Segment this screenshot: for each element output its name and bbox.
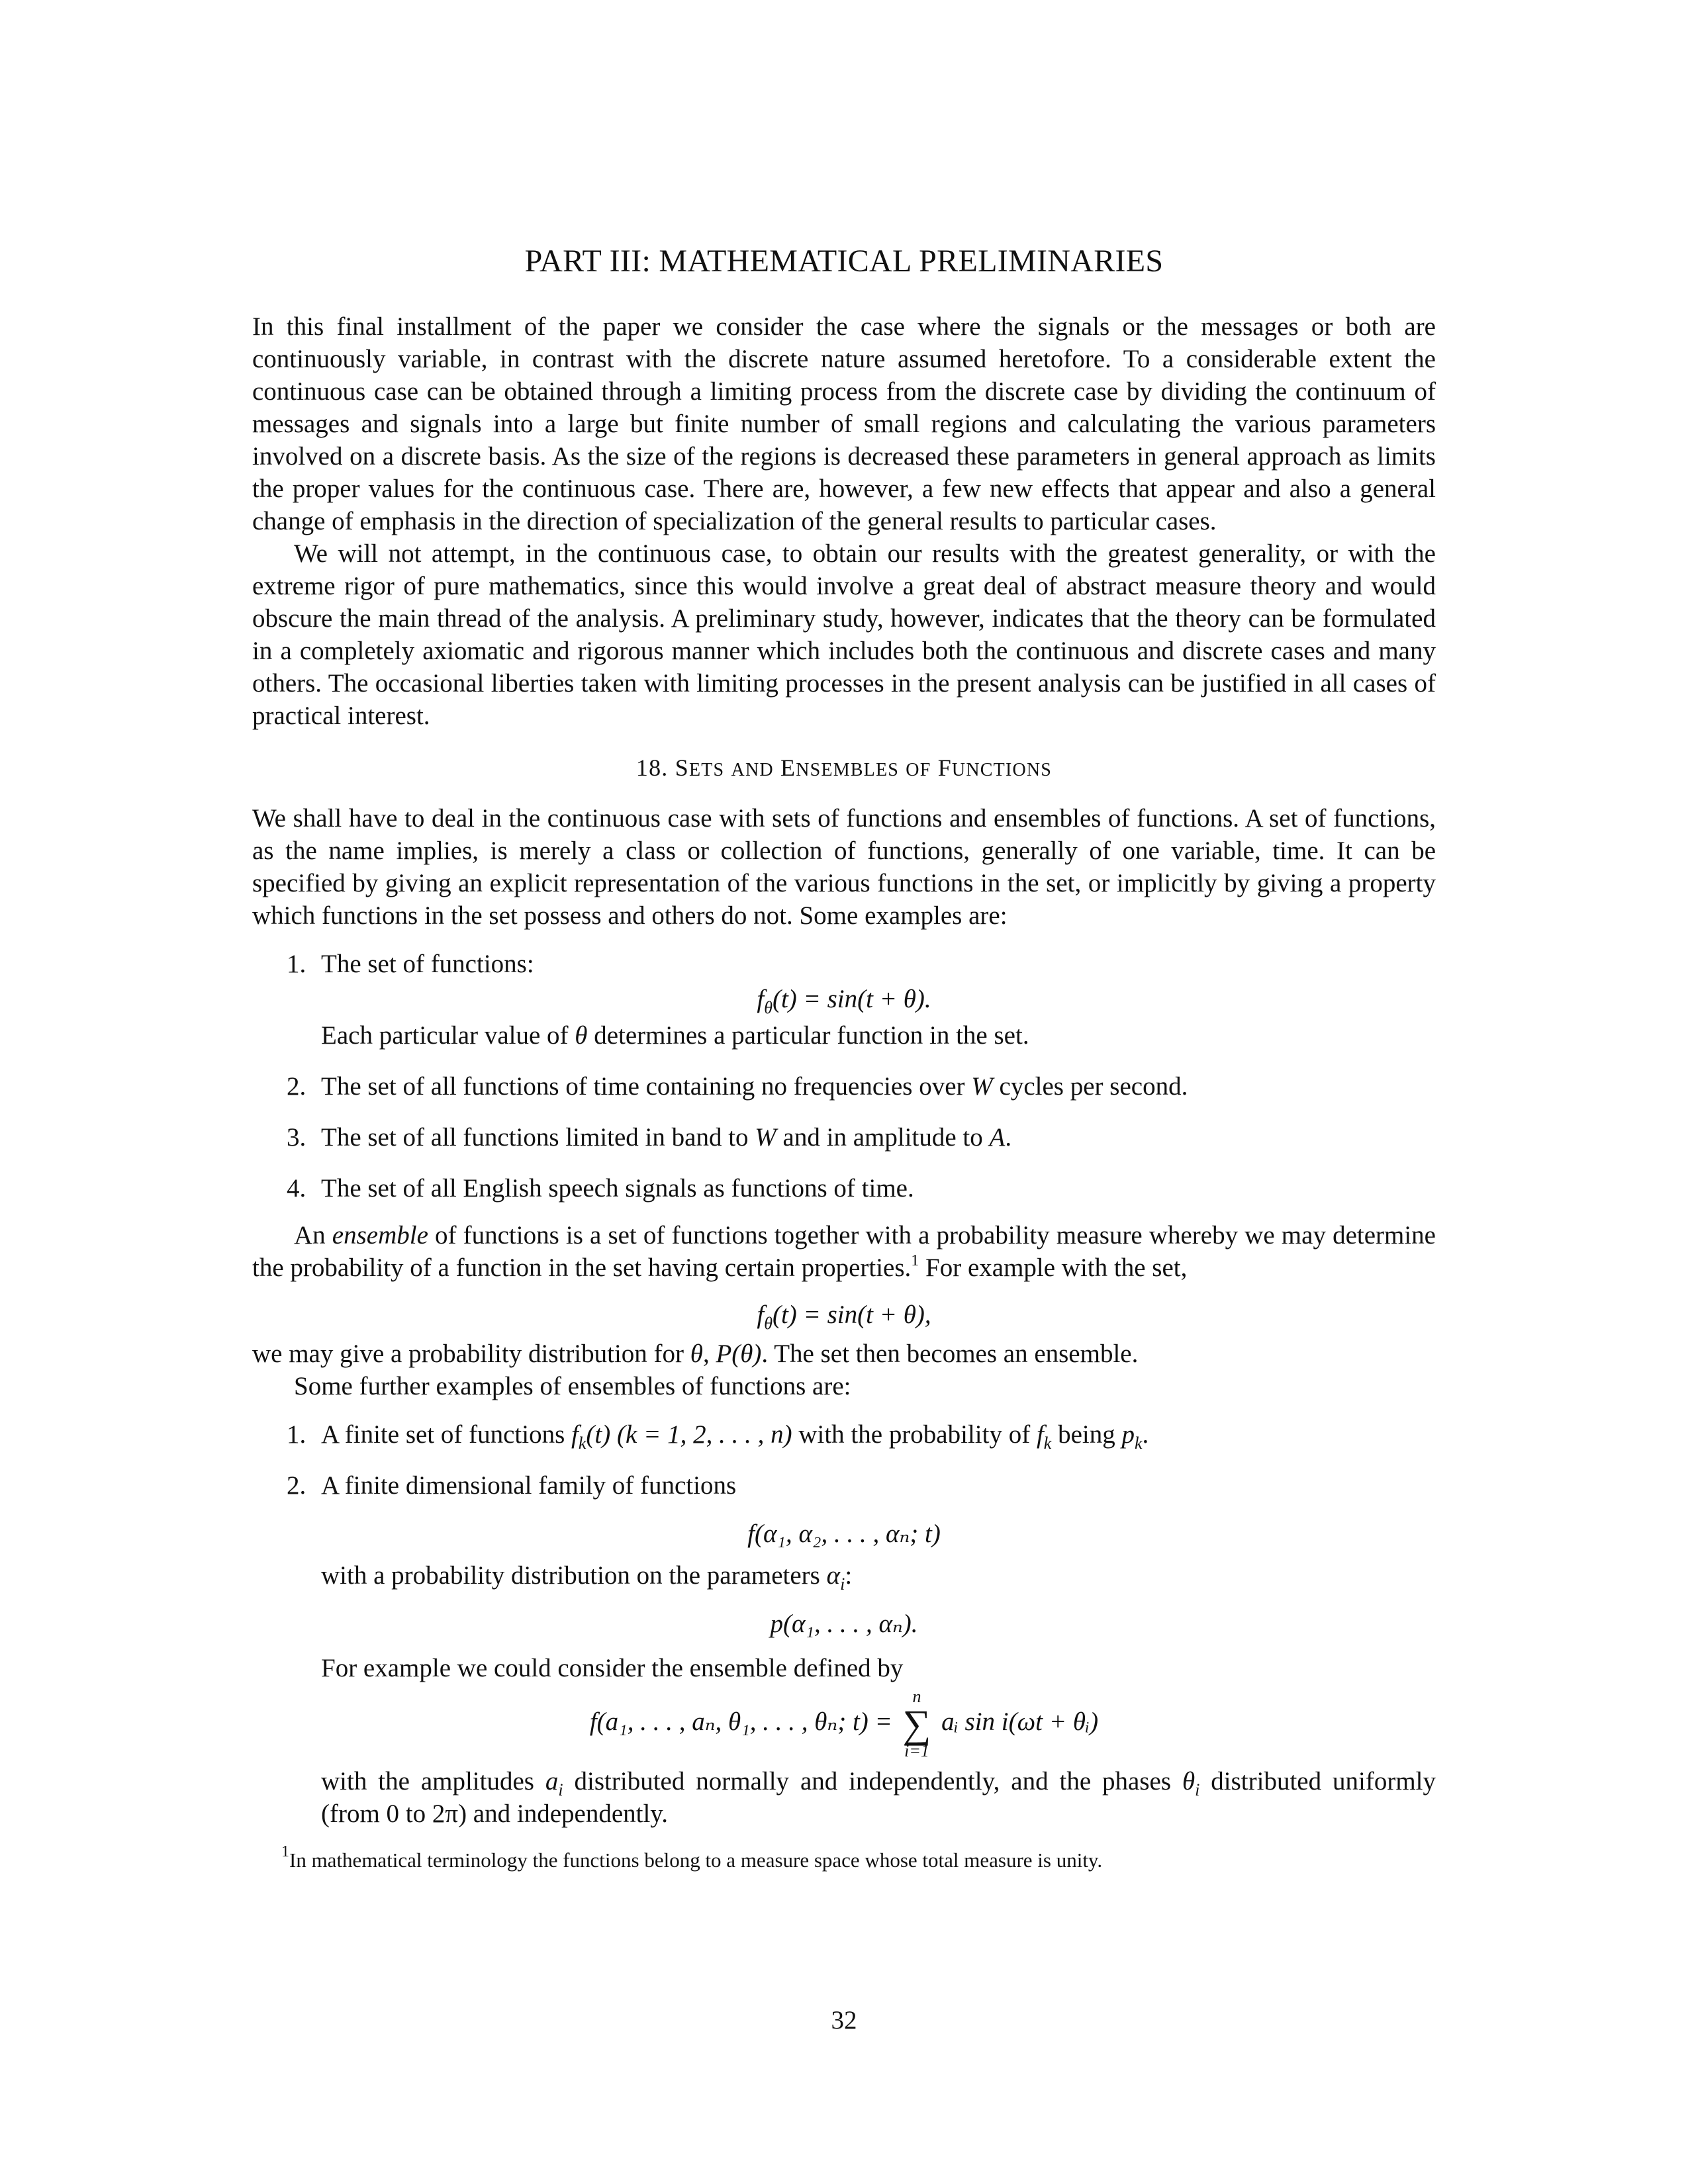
para-text: For example with the set, (919, 1253, 1188, 1282)
sum-operator (903, 1688, 931, 1760)
list-text: A finite set of functions (321, 1420, 572, 1449)
eq-rest: (t) = sin(t + θ). (772, 985, 931, 1013)
list-text: The set of all functions of time containing no frequencies over (321, 1072, 972, 1101)
para-text: , (702, 1340, 716, 1368)
equation-distribution: p(α₁, . . . , αₙ). (770, 1610, 918, 1638)
list-var: A (989, 1123, 1006, 1152)
note-text: Each particular value of (321, 1021, 575, 1050)
list-var: f (1036, 1420, 1044, 1449)
para-text: . The set then becomes an ensemble. (761, 1340, 1139, 1368)
ensemble-paragraph (252, 1219, 1436, 1284)
list-var: (k = 1, 2, . . . , n) (610, 1420, 792, 1449)
note-text: distributed uniformly (from 0 to 2π) and independently. (321, 1767, 1436, 1828)
note-text: with a probability distribution on the parameters (321, 1561, 827, 1590)
list-number: 1. (287, 1420, 306, 1449)
list-text: The set of all functions limited in band to (321, 1123, 755, 1152)
list-var: f (571, 1420, 579, 1449)
note-var: θ (575, 1021, 588, 1050)
list-text: . (1005, 1123, 1012, 1152)
list-var: p (1121, 1420, 1135, 1449)
equation-f-theta-2 (252, 1298, 1436, 1331)
eq-rest: (t) = sin(t + θ), (772, 1300, 931, 1329)
list-text: . (1142, 1420, 1149, 1449)
list-var: W (755, 1123, 776, 1152)
eq-fn: f (757, 1300, 765, 1329)
note-var: a (545, 1767, 559, 1796)
intro-paragraph-1: In this final installment of the paper we consider the case where the signals or the messages or both are continuously variable, in contrast with the discrete nature assumed heretofore. To a considerable extent the continuous case can be obtained through a limiting process from the discrete case by dividing the continuum of messages and signals into a large but finite number of small regions and calculating the various parameters involved on a discrete basis. As the size of the regions is decreased these parameters in general approach as limits the proper values for the continuous case. There are, however, a few new effects that appear and also a general change of emphasis in the direction of specialization of the general results to particular cases. (252, 312, 1436, 535)
list-closing (321, 1765, 1436, 1830)
list-var: W (971, 1072, 993, 1101)
equation-f-theta (252, 983, 1436, 1015)
page-title: PART III: MATHEMATICAL PRELIMINARIES (524, 244, 1164, 279)
list-sub: k (578, 1433, 586, 1453)
para-text: of functions is a set of functions together with a probability measure whereby we may determine the probability of a function in the set having certain properties. (252, 1221, 1436, 1282)
note-sub: i (1195, 1780, 1200, 1799)
list-text: The set of functions: (321, 950, 534, 978)
list-number: 3. (287, 1123, 306, 1152)
para-var: P(θ) (716, 1340, 762, 1368)
list-var: (t) (586, 1420, 611, 1449)
list-number: 2. (287, 1471, 306, 1500)
eq-fn: f (757, 985, 765, 1013)
footnote-mark: 1 (281, 1843, 289, 1860)
list-item (252, 1172, 1436, 1205)
eq-sub: θ (764, 1314, 773, 1333)
note-text: distributed normally and independently, and the phases (563, 1767, 1182, 1796)
list-item (252, 1070, 1436, 1103)
para-text: we may give a probability distribution for (252, 1340, 690, 1368)
list-item (252, 1469, 1436, 1830)
section-heading (252, 752, 1436, 786)
note-text: with the amplitudes (321, 1767, 545, 1796)
list-item (252, 1418, 1436, 1451)
list-number: 2. (287, 1072, 306, 1101)
sum-rhs: aᵢ sin i(ωt + θᵢ) (941, 1707, 1099, 1736)
sum-upper-limit: n (912, 1687, 921, 1706)
list-text: and in amplitude to (776, 1123, 990, 1152)
note-var: θ (1182, 1767, 1196, 1796)
footnote-text: In mathematical terminology the functions belong to a measure space whose total measure is unity. (289, 1848, 1103, 1872)
equation-family: f(α₁, α₂, . . . , αₙ; t) (747, 1520, 941, 1548)
list-note (321, 1019, 1436, 1052)
further-paragraph: Some further examples of ensembles of functions are: (294, 1372, 851, 1400)
list-text: with the probability of (792, 1420, 1037, 1449)
section-number: 18. (635, 754, 669, 781)
set-examples-list (252, 948, 1436, 1205)
emphasis-ensemble: ensemble (332, 1221, 428, 1250)
footnote (252, 1843, 1436, 1874)
section-title: SETS AND ENSEMBLES OF FUNCTIONS (675, 754, 1053, 781)
note-text: determines a particular function in the set. (587, 1021, 1029, 1050)
sigma-symbol: ∑ (902, 1702, 931, 1746)
list-text: cycles per second. (992, 1072, 1188, 1101)
para-text: An (294, 1221, 332, 1250)
eq-sub: θ (764, 998, 773, 1017)
list-item (252, 948, 1436, 1052)
list-number: 1. (287, 950, 306, 978)
list-item (252, 1121, 1436, 1154)
list-sub: k (1043, 1433, 1052, 1453)
sum-lhs: f(a₁, . . . , aₙ, θ₁, . . . , θₙ; t) = (589, 1707, 892, 1736)
para-var: θ (690, 1340, 703, 1368)
ensemble-after-paragraph (252, 1338, 1436, 1370)
list-note (321, 1559, 1436, 1592)
list-number: 4. (287, 1174, 306, 1203)
ensemble-examples-list (252, 1418, 1436, 1830)
note-sub: i (840, 1574, 845, 1594)
list-text: being (1051, 1420, 1122, 1449)
footnote-ref[interactable]: 1 (911, 1252, 919, 1269)
note-var: α (826, 1561, 841, 1590)
section-intro-paragraph: We shall have to deal in the continuous case with sets of functions and ensembles of functions. A set of functions, as the name implies, is merely a class or collection of functions, generally of one variable, time. It can be specified by giving an explicit representation of the various functions in the set, or implicitly by giving a property which functions in the set possess and others do not. Some examples are: (252, 804, 1436, 930)
page-body (252, 242, 1436, 1874)
example-intro: For example we could consider the ensemble defined by (321, 1654, 904, 1682)
note-sub: i (558, 1780, 563, 1799)
page-number: 32 (831, 2006, 857, 2034)
equation-sum (252, 1688, 1436, 1760)
list-text: The set of all English speech signals as functions of time. (321, 1174, 914, 1203)
list-text: A finite dimensional family of functions (321, 1471, 737, 1500)
list-sub: k (1135, 1433, 1143, 1453)
sum-lower-limit: i=1 (904, 1741, 929, 1760)
note-text: : (845, 1561, 853, 1590)
intro-paragraph-2: We will not attempt, in the continuous case, to obtain our results with the greatest generality, or with the extreme rigor of pure mathematics, since this would involve a great deal of abstract measure theory and would obscure the main thread of the analysis. A preliminary study, however, indicates that the theory can be formulated in a completely axiomatic and rigorous manner which includes both the continuous and discrete cases and many others. The occasional liberties taken with limiting processes in the present analysis can be justified in all cases of practical interest. (252, 539, 1436, 730)
